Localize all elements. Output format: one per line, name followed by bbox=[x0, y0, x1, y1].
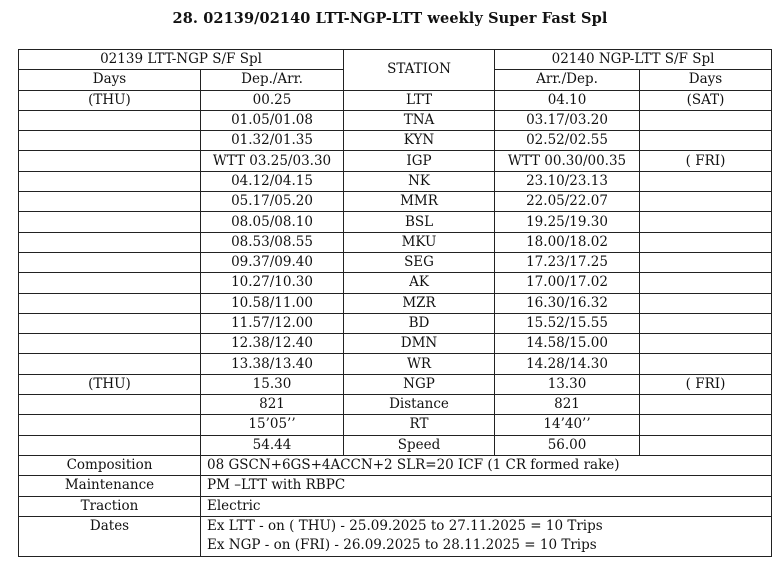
days-right-cell bbox=[640, 131, 772, 151]
table-row bbox=[19, 435, 772, 455]
arr-dep-cell: 04.10 bbox=[495, 90, 640, 110]
station-cell: Distance bbox=[344, 395, 495, 415]
table-row bbox=[19, 273, 772, 293]
days-left-cell bbox=[19, 232, 201, 252]
right-train-header: 02140 NGP-LTT S/F Spl bbox=[495, 50, 772, 70]
dates-value bbox=[201, 516, 772, 556]
dep-arr-cell: 01.05/01.08 bbox=[201, 110, 344, 130]
days-left-cell bbox=[19, 415, 201, 435]
days-right-cell bbox=[640, 273, 772, 293]
dates-row bbox=[19, 516, 772, 556]
dep-arr-cell: 05.17/05.20 bbox=[201, 192, 344, 212]
days-right-cell bbox=[640, 232, 772, 252]
info-value: Electric bbox=[201, 496, 772, 516]
dates-line-ngp: Ex NGP - on (FRI) - 26.09.2025 to 28.11.2025 = 10 Trips bbox=[207, 537, 597, 554]
table-row bbox=[19, 252, 772, 272]
table-row bbox=[19, 313, 772, 333]
days-left-cell bbox=[19, 273, 201, 293]
info-value: 08 GSCN+6GS+4ACCN+2 SLR=20 ICF (1 CR formed rake) bbox=[201, 455, 772, 475]
table-row bbox=[19, 354, 772, 374]
days-right-cell bbox=[640, 252, 772, 272]
days-left-cell bbox=[19, 293, 201, 313]
days-right-cell bbox=[640, 415, 772, 435]
days-right-cell: (SAT) bbox=[640, 90, 772, 110]
dep-arr-header: Dep./Arr. bbox=[201, 70, 344, 90]
days-right-cell bbox=[640, 171, 772, 191]
station-cell: MKU bbox=[344, 232, 495, 252]
arr-dep-cell: 14.28/14.30 bbox=[495, 354, 640, 374]
arr-dep-cell: 18.00/18.02 bbox=[495, 232, 640, 252]
info-row bbox=[19, 496, 772, 516]
days-right-cell bbox=[640, 334, 772, 354]
dep-arr-cell: 09.37/09.40 bbox=[201, 252, 344, 272]
station-cell: LTT bbox=[344, 90, 495, 110]
days-left-cell: (THU) bbox=[19, 374, 201, 394]
table-row bbox=[19, 374, 772, 394]
table-row bbox=[19, 415, 772, 435]
station-cell: DMN bbox=[344, 334, 495, 354]
days-left-cell bbox=[19, 131, 201, 151]
table-row bbox=[19, 212, 772, 232]
station-cell: BD bbox=[344, 313, 495, 333]
table-row bbox=[19, 110, 772, 130]
dep-arr-cell: 04.12/04.15 bbox=[201, 171, 344, 191]
arr-dep-cell: 14’40’’ bbox=[495, 415, 640, 435]
days-left-cell bbox=[19, 171, 201, 191]
header-row-trains bbox=[19, 50, 772, 70]
arr-dep-cell: 03.17/03.20 bbox=[495, 110, 640, 130]
days-right-cell bbox=[640, 435, 772, 455]
table-row bbox=[19, 90, 772, 110]
table-row bbox=[19, 232, 772, 252]
dep-arr-cell: 10.27/10.30 bbox=[201, 273, 344, 293]
arr-dep-cell: 02.52/02.55 bbox=[495, 131, 640, 151]
dep-arr-cell: 11.57/12.00 bbox=[201, 313, 344, 333]
arr-dep-cell: 14.58/15.00 bbox=[495, 334, 640, 354]
station-cell: IGP bbox=[344, 151, 495, 171]
table-row bbox=[19, 151, 772, 171]
arr-dep-cell: 16.30/16.32 bbox=[495, 293, 640, 313]
dep-arr-cell: WTT 03.25/03.30 bbox=[201, 151, 344, 171]
arr-dep-cell: 56.00 bbox=[495, 435, 640, 455]
days-right-cell bbox=[640, 313, 772, 333]
days-left-cell bbox=[19, 435, 201, 455]
days-right-cell bbox=[640, 192, 772, 212]
days-right-cell bbox=[640, 110, 772, 130]
days-left-cell bbox=[19, 110, 201, 130]
table-row bbox=[19, 334, 772, 354]
station-cell: NK bbox=[344, 171, 495, 191]
station-cell: WR bbox=[344, 354, 495, 374]
dep-arr-cell: 13.38/13.40 bbox=[201, 354, 344, 374]
days-left-cell bbox=[19, 313, 201, 333]
dep-arr-cell: 821 bbox=[201, 395, 344, 415]
days-left-cell bbox=[19, 151, 201, 171]
table-row bbox=[19, 395, 772, 415]
station-cell: BSL bbox=[344, 212, 495, 232]
station-cell: MMR bbox=[344, 192, 495, 212]
arr-dep-cell: 15.52/15.55 bbox=[495, 313, 640, 333]
timetable bbox=[18, 49, 772, 557]
table-row bbox=[19, 171, 772, 191]
left-train-header: 02139 LTT-NGP S/F Spl bbox=[19, 50, 344, 70]
days-left-cell bbox=[19, 192, 201, 212]
station-cell: AK bbox=[344, 273, 495, 293]
dep-arr-cell: 12.38/12.40 bbox=[201, 334, 344, 354]
days-left-cell bbox=[19, 395, 201, 415]
dep-arr-cell: 01.32/01.35 bbox=[201, 131, 344, 151]
dep-arr-cell: 15.30 bbox=[201, 374, 344, 394]
arr-dep-cell: 821 bbox=[495, 395, 640, 415]
days-right-cell: ( FRI) bbox=[640, 374, 772, 394]
table-row bbox=[19, 293, 772, 313]
arr-dep-cell: 13.30 bbox=[495, 374, 640, 394]
info-value: PM –LTT with RBPC bbox=[201, 476, 772, 496]
days-right-header: Days bbox=[640, 70, 772, 90]
station-cell: Speed bbox=[344, 435, 495, 455]
arr-dep-cell: 17.00/17.02 bbox=[495, 273, 640, 293]
dates-label: Dates bbox=[19, 516, 201, 556]
table-row bbox=[19, 192, 772, 212]
arr-dep-cell: 23.10/23.13 bbox=[495, 171, 640, 191]
days-left-cell bbox=[19, 252, 201, 272]
dates-line-ltt: Ex LTT - on ( THU) - 25.09.2025 to 27.11.2025 = 10 Trips bbox=[207, 517, 603, 534]
info-label: Traction bbox=[19, 496, 201, 516]
station-cell: MZR bbox=[344, 293, 495, 313]
station-cell: SEG bbox=[344, 252, 495, 272]
days-left-cell bbox=[19, 334, 201, 354]
table-row bbox=[19, 131, 772, 151]
days-right-cell bbox=[640, 293, 772, 313]
info-row bbox=[19, 476, 772, 496]
arr-dep-cell: 17.23/17.25 bbox=[495, 252, 640, 272]
days-right-cell bbox=[640, 354, 772, 374]
station-header: STATION bbox=[344, 50, 495, 91]
arr-dep-header: Arr./Dep. bbox=[495, 70, 640, 90]
station-cell: RT bbox=[344, 415, 495, 435]
arr-dep-cell: 22.05/22.07 bbox=[495, 192, 640, 212]
info-row bbox=[19, 455, 772, 475]
days-left-cell bbox=[19, 354, 201, 374]
arr-dep-cell: WTT 00.30/00.35 bbox=[495, 151, 640, 171]
info-label: Composition bbox=[19, 455, 201, 475]
dep-arr-cell: 08.53/08.55 bbox=[201, 232, 344, 252]
station-cell: KYN bbox=[344, 131, 495, 151]
dep-arr-cell: 10.58/11.00 bbox=[201, 293, 344, 313]
days-right-cell: ( FRI) bbox=[640, 151, 772, 171]
station-cell: NGP bbox=[344, 374, 495, 394]
page-title: 28. 02139/02140 LTT-NGP-LTT weekly Super Fast Spl bbox=[172, 10, 608, 27]
info-label: Maintenance bbox=[19, 476, 201, 496]
days-right-cell bbox=[640, 395, 772, 415]
arr-dep-cell: 19.25/19.30 bbox=[495, 212, 640, 232]
days-left-header: Days bbox=[19, 70, 201, 90]
dep-arr-cell: 15’05’’ bbox=[201, 415, 344, 435]
station-cell: TNA bbox=[344, 110, 495, 130]
days-left-cell: (THU) bbox=[19, 90, 201, 110]
dep-arr-cell: 08.05/08.10 bbox=[201, 212, 344, 232]
dep-arr-cell: 00.25 bbox=[201, 90, 344, 110]
days-left-cell bbox=[19, 212, 201, 232]
dep-arr-cell: 54.44 bbox=[201, 435, 344, 455]
days-right-cell bbox=[640, 212, 772, 232]
